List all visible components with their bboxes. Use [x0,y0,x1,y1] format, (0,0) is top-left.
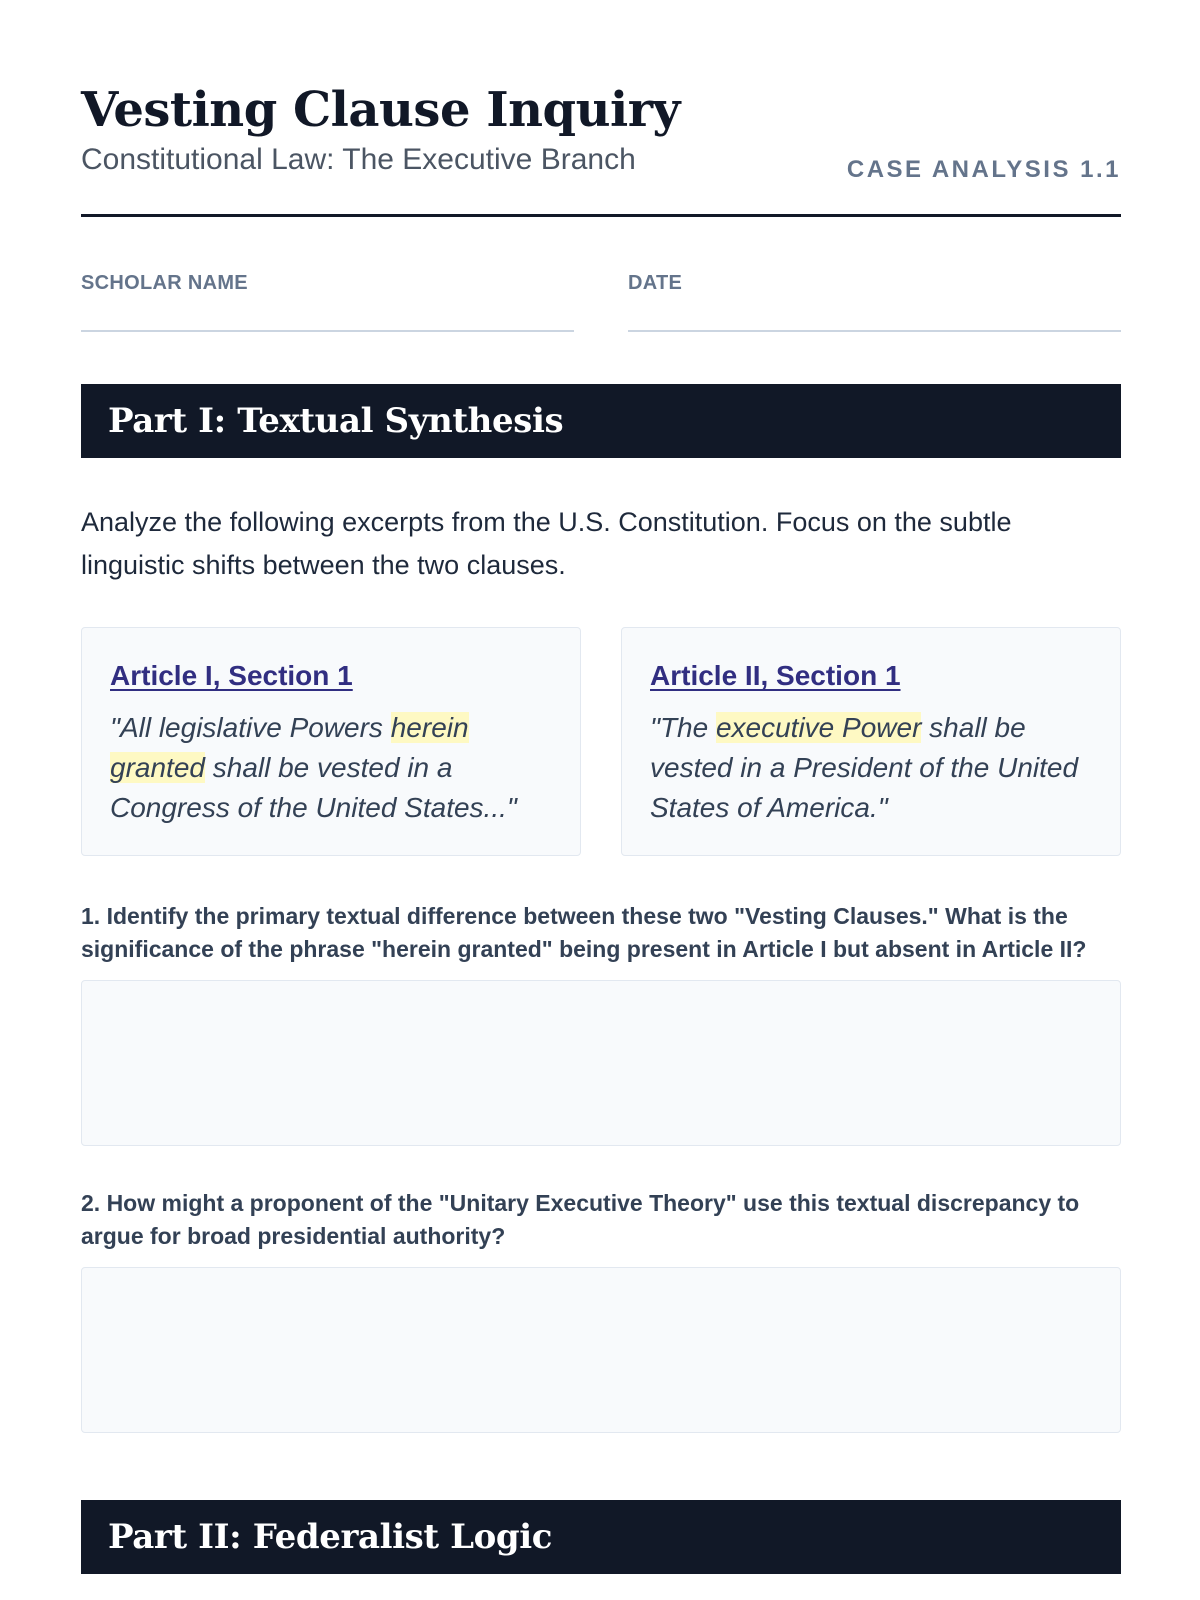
answer-box-1[interactable] [81,980,1121,1146]
scholar-name-field[interactable] [81,271,574,332]
worksheet-page [81,0,1121,1574]
date-line[interactable] [628,330,1121,332]
case-analysis-tag: CASE ANALYSIS 1.1 [846,156,1121,183]
part-2-header [81,1500,1121,1574]
quote-text: shall be vested in a Congress of the United States..." [110,752,517,823]
date-field[interactable] [628,271,1121,332]
clause-cards [81,627,1121,856]
clause-card-article-1 [81,627,581,856]
part-1-header [81,384,1121,458]
part-1-intro: Analyze the following excerpts from the U.S. Constitution. Focus on the subtle linguistic shifts between the two clauses. [81,507,1012,580]
clause-title[interactable]: Article I, Section 1 [110,660,353,691]
page-subtitle: Constitutional Law: The Executive Branch [81,143,636,176]
clause-title[interactable]: Article II, Section 1 [650,660,901,691]
page-title: Vesting Clause Inquiry [81,82,680,138]
answer-box-2[interactable] [81,1267,1121,1433]
part-2-heading: Part II: Federalist Logic [108,1517,553,1557]
question-1: 1. Identify the primary textual difference between these two "Vesting Clauses." What is the significance of the phrase "herein granted" being present in Article I but absent in Article II? [81,903,1087,962]
scholar-name-line[interactable] [81,330,574,332]
question-2: 2. How might a proponent of the "Unitary Executive Theory" use this textual discrepancy to argue for broad presidential authority? [81,1190,1080,1249]
quote-highlight: executive Power [715,712,922,743]
part-1-heading: Part I: Textual Synthesis [108,401,564,441]
clause-quote [110,708,552,828]
clause-card-article-2 [621,627,1121,856]
quote-text: shall be vested in a President of the United States of America." [650,712,1079,823]
student-info-fields [81,271,1121,332]
date-label: DATE [628,272,683,294]
scholar-name-label: SCHOLAR NAME [81,272,248,294]
clause-quote [650,708,1092,828]
quote-text: "All legislative Powers [110,712,391,743]
worksheet-header [81,0,1121,217]
quote-highlight: herein granted [110,712,469,783]
quote-text: "The [650,712,716,743]
